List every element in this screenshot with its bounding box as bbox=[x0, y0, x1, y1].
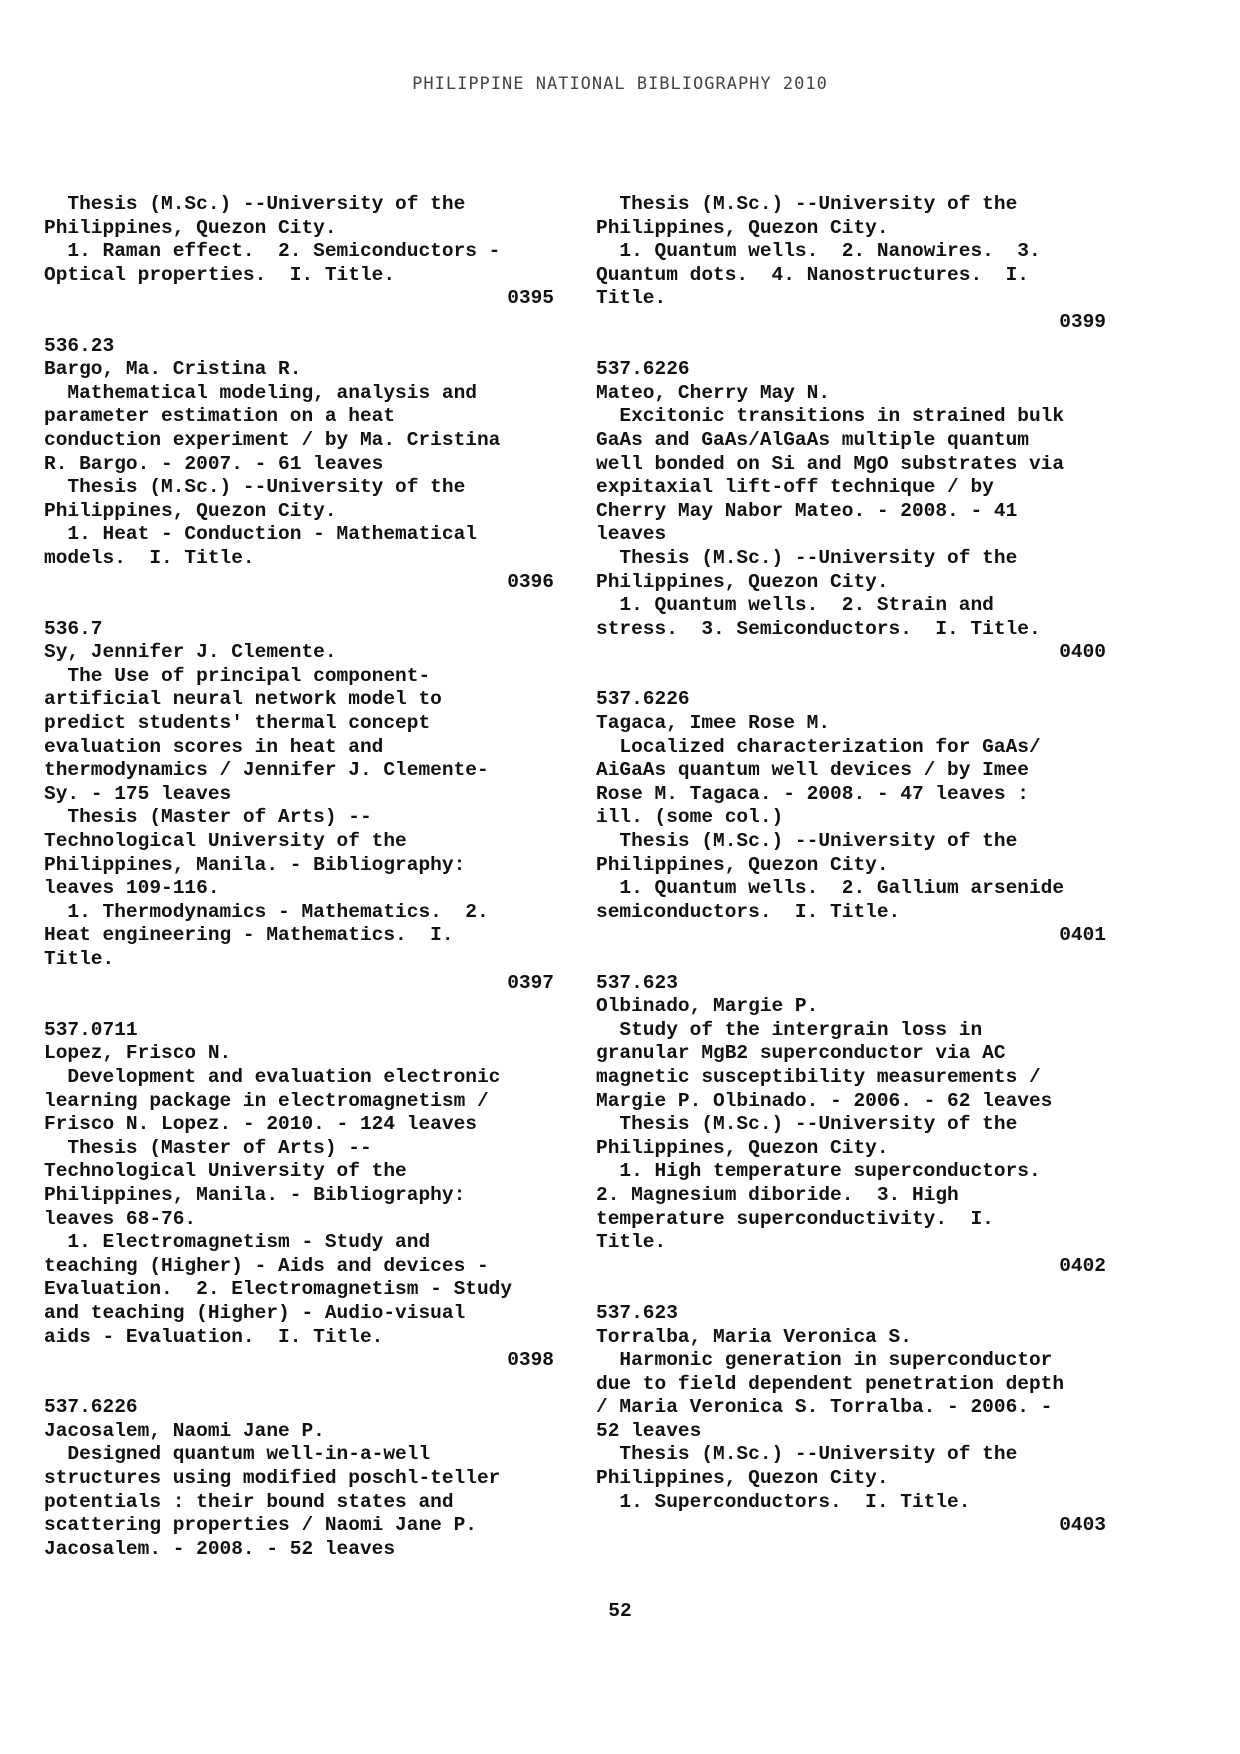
bibliography-entry bbox=[44, 1396, 554, 1561]
entry-number: 0396 bbox=[507, 570, 554, 593]
left-column bbox=[44, 193, 554, 1561]
entry-line: 1. Raman effect. 2. Semiconductors - bbox=[44, 240, 501, 263]
bibliography-entry bbox=[596, 358, 1106, 665]
entry-line: Quantum dots. 4. Nanostructures. I. bbox=[596, 263, 1029, 286]
bibliography-entry bbox=[44, 618, 554, 996]
entry-line: temperature superconductivity. I. bbox=[596, 1207, 994, 1230]
entry-line: Torralba, Maria Veronica S. bbox=[596, 1325, 912, 1348]
entry-number: 0402 bbox=[1059, 1254, 1106, 1277]
entry-line: 52 leaves bbox=[596, 1419, 702, 1442]
entry-number: 0397 bbox=[507, 971, 554, 994]
entry-line: potentials : their bound states and bbox=[44, 1490, 454, 1513]
entry-line: 1. Quantum wells. 2. Strain and bbox=[596, 594, 994, 617]
entry-line: Cherry May Nabor Mateo. - 2008. - 41 bbox=[596, 499, 1018, 522]
entry-line: 1. Quantum wells. 2. Gallium arsenide bbox=[596, 877, 1065, 900]
entry-spacer bbox=[44, 594, 554, 618]
entry-line: Excitonic transitions in strained bulk bbox=[596, 405, 1065, 428]
entry-line: Philippines, Quezon City. bbox=[596, 1136, 889, 1159]
entry-line: models. I. Title. bbox=[44, 546, 255, 569]
bibliography-entry bbox=[596, 193, 1106, 335]
entry-line: Heat engineering - Mathematics. I. bbox=[44, 924, 454, 947]
entry-number: 0399 bbox=[1059, 310, 1106, 333]
bibliography-entry bbox=[596, 1302, 1106, 1538]
entry-line: Thesis (Master of Arts) -- bbox=[44, 1136, 372, 1159]
entry-line: 537.623 bbox=[596, 971, 678, 994]
entry-line: 1. Thermodynamics - Mathematics. 2. bbox=[44, 900, 489, 923]
entry-spacer bbox=[44, 995, 554, 1019]
entry-line: and teaching (Higher) - Audio-visual bbox=[44, 1301, 466, 1324]
entry-line: 1. High temperature superconductors. bbox=[596, 1160, 1041, 1183]
entry-line: Thesis (M.Sc.) --University of the bbox=[596, 193, 1018, 215]
entry-line: Frisco N. Lopez. - 2010. - 124 leaves bbox=[44, 1113, 477, 1136]
entry-line: Lopez, Frisco N. bbox=[44, 1042, 232, 1065]
bibliography-entry bbox=[44, 335, 554, 595]
entry-line: Optical properties. I. Title. bbox=[44, 263, 396, 286]
entry-line: 1. Heat - Conduction - Mathematical bbox=[44, 523, 477, 546]
entry-line: Sy, Jennifer J. Clemente. bbox=[44, 641, 337, 664]
entry-line: 537.623 bbox=[596, 1301, 678, 1324]
entry-line: Philippines, Quezon City. bbox=[596, 853, 889, 876]
entry-line: Localized characterization for GaAs/ bbox=[596, 735, 1041, 758]
entry-line: Thesis (M.Sc.) --University of the bbox=[44, 476, 466, 499]
entry-line: GaAs and GaAs/AlGaAs multiple quantum bbox=[596, 428, 1029, 451]
entry-line: Olbinado, Margie P. bbox=[596, 995, 819, 1018]
entry-spacer bbox=[596, 948, 1106, 972]
entry-line: 537.6226 bbox=[596, 688, 690, 711]
entry-line: Philippines, Quezon City. bbox=[596, 216, 889, 239]
entry-line: Development and evaluation electronic bbox=[44, 1065, 501, 1088]
entry-line: Designed quantum well-in-a-well bbox=[44, 1443, 431, 1466]
entry-line: Philippines, Quezon City. bbox=[44, 499, 337, 522]
entry-line: 537.0711 bbox=[44, 1018, 138, 1041]
entry-line: 1. Superconductors. I. Title. bbox=[596, 1490, 971, 1513]
entry-line: / Maria Veronica S. Torralba. - 2006. - bbox=[596, 1396, 1053, 1419]
entry-line: expitaxial lift-off technique / by bbox=[596, 476, 994, 499]
page-number: 52 bbox=[608, 1600, 632, 1622]
bibliography-entry bbox=[596, 688, 1106, 948]
entry-line: granular MgB2 superconductor via AC bbox=[596, 1042, 1006, 1065]
entry-spacer bbox=[44, 311, 554, 335]
entry-line: 1. Electromagnetism - Study and bbox=[44, 1231, 431, 1254]
entry-line: Bargo, Ma. Cristina R. bbox=[44, 358, 302, 381]
entry-line: R. Bargo. - 2007. - 61 leaves bbox=[44, 452, 384, 475]
entry-line: AiGaAs quantum well devices / by Imee bbox=[596, 759, 1029, 782]
right-column bbox=[596, 193, 1106, 1538]
entry-number: 0403 bbox=[1059, 1514, 1106, 1537]
entry-line: Title. bbox=[596, 287, 667, 310]
entry-line: learning package in electromagnetism / bbox=[44, 1089, 489, 1112]
entry-number: 0401 bbox=[1059, 924, 1106, 947]
entry-line: evaluation scores in heat and bbox=[44, 735, 384, 758]
entry-line: Thesis (M.Sc.) --University of the bbox=[596, 830, 1018, 853]
entry-number: 0395 bbox=[507, 287, 554, 310]
entry-line: Thesis (M.Sc.) --University of the bbox=[596, 1113, 1018, 1136]
bibliography-entry bbox=[44, 193, 554, 311]
entry-line: Philippines, Manila. - Bibliography: bbox=[44, 1183, 466, 1206]
entry-spacer bbox=[44, 1373, 554, 1397]
entry-line: 536.23 bbox=[44, 334, 115, 357]
entry-line: ill. (some col.) bbox=[596, 806, 784, 829]
entry-line: aids - Evaluation. I. Title. bbox=[44, 1325, 384, 1348]
entry-line: structures using modified poschl-teller bbox=[44, 1467, 501, 1490]
entry-line: Sy. - 175 leaves bbox=[44, 782, 232, 805]
entry-line: Mathematical modeling, analysis and bbox=[44, 381, 477, 404]
entry-line: leaves 68-76. bbox=[44, 1207, 197, 1230]
entry-number: 0398 bbox=[507, 1349, 554, 1372]
entry-line: Rose M. Tagaca. - 2008. - 47 leaves : bbox=[596, 782, 1029, 805]
entry-line: conduction experiment / by Ma. Cristina bbox=[44, 428, 501, 451]
entry-line: artificial neural network model to bbox=[44, 688, 442, 711]
entry-line: due to field dependent penetration depth bbox=[596, 1372, 1065, 1395]
entry-line: Margie P. Olbinado. - 2006. - 62 leaves bbox=[596, 1089, 1053, 1112]
entry-spacer bbox=[596, 665, 1106, 689]
entry-line: semiconductors. I. Title. bbox=[596, 900, 901, 923]
running-header: PHILIPPINE NATIONAL BIBLIOGRAPHY 2010 bbox=[412, 74, 828, 94]
entry-line: scattering properties / Naomi Jane P. bbox=[44, 1514, 477, 1537]
entry-line: Philippines, Quezon City. bbox=[596, 570, 889, 593]
entry-line: parameter estimation on a heat bbox=[44, 405, 396, 428]
entry-line: 2. Magnesium diboride. 3. High bbox=[596, 1183, 959, 1206]
entry-line: leaves bbox=[596, 523, 667, 546]
entry-line: Tagaca, Imee Rose M. bbox=[596, 712, 831, 735]
entry-line: magnetic susceptibility measurements / bbox=[596, 1065, 1041, 1088]
entry-line: teaching (Higher) - Aids and devices - bbox=[44, 1254, 489, 1277]
entry-line: 536.7 bbox=[44, 617, 103, 640]
entry-line: Evaluation. 2. Electromagnetism - Study bbox=[44, 1278, 513, 1301]
entry-line: Thesis (M.Sc.) --University of the bbox=[44, 193, 466, 215]
entry-line: Technological University of the bbox=[44, 1160, 407, 1183]
bibliography-entry bbox=[44, 1019, 554, 1373]
bibliography-entry bbox=[596, 972, 1106, 1279]
entry-line: Thesis (M.Sc.) --University of the bbox=[596, 546, 1018, 569]
entry-line: Thesis (M.Sc.) --University of the bbox=[596, 1443, 1018, 1466]
entry-line: Title. bbox=[596, 1231, 667, 1254]
entry-line: The Use of principal component- bbox=[44, 664, 431, 687]
entry-spacer bbox=[596, 335, 1106, 359]
entry-line: well bonded on Si and MgO substrates via bbox=[596, 452, 1065, 475]
entry-line: Thesis (Master of Arts) -- bbox=[44, 806, 372, 829]
entry-spacer bbox=[596, 1278, 1106, 1302]
entry-line: thermodynamics / Jennifer J. Clemente- bbox=[44, 759, 489, 782]
entry-line: predict students' thermal concept bbox=[44, 712, 431, 735]
entry-line: Technological University of the bbox=[44, 830, 407, 853]
entry-line: Jacosalem. - 2008. - 52 leaves bbox=[44, 1537, 396, 1560]
entry-line: Study of the intergrain loss in bbox=[596, 1018, 983, 1041]
entry-line: Title. bbox=[44, 948, 115, 970]
entry-line: 537.6226 bbox=[44, 1396, 138, 1419]
entry-line: stress. 3. Semiconductors. I. Title. bbox=[596, 617, 1041, 640]
entry-line: Jacosalem, Naomi Jane P. bbox=[44, 1419, 325, 1442]
entry-line: Mateo, Cherry May N. bbox=[596, 381, 831, 404]
entry-line: leaves 109-116. bbox=[44, 877, 220, 900]
entry-number: 0400 bbox=[1059, 641, 1106, 664]
entry-line: 1. Quantum wells. 2. Nanowires. 3. bbox=[596, 240, 1041, 263]
entry-line: Harmonic generation in superconductor bbox=[596, 1349, 1053, 1372]
entry-line: Philippines, Quezon City. bbox=[44, 216, 337, 239]
entry-line: 537.6226 bbox=[596, 358, 690, 381]
entry-line: Philippines, Manila. - Bibliography: bbox=[44, 853, 466, 876]
entry-line: Philippines, Quezon City. bbox=[596, 1467, 889, 1490]
